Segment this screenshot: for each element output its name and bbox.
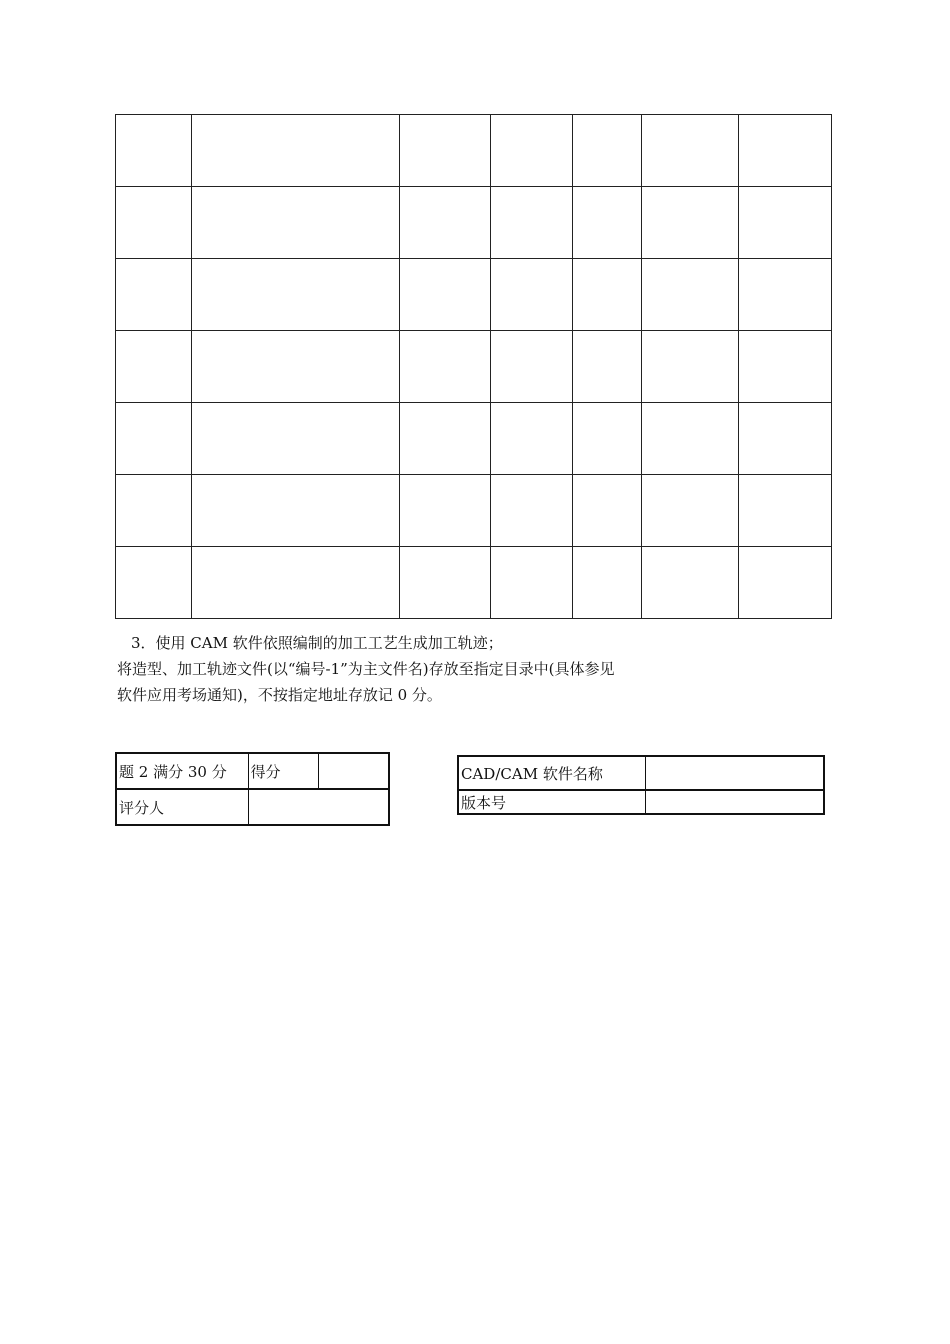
table-cell[interactable] (192, 475, 400, 547)
table-cell[interactable] (491, 475, 573, 547)
table-cell[interactable] (739, 331, 832, 403)
table-cell[interactable] (491, 259, 573, 331)
version-label: 版本号 (458, 790, 645, 814)
grader-value-field[interactable] (248, 789, 389, 825)
instruction-line: 将造型、加工轨迹文件(以“编号-1”为主文件名)存放至指定目录中(具体参见 (117, 660, 615, 678)
table-row (116, 475, 832, 547)
table-cell[interactable] (642, 547, 739, 619)
question-title: 题 2 满分 30 分 (116, 753, 248, 789)
table-cell[interactable] (573, 475, 642, 547)
table-cell[interactable] (116, 403, 192, 475)
table-cell[interactable] (739, 259, 832, 331)
table-cell[interactable] (739, 547, 832, 619)
table-cell[interactable] (192, 115, 400, 187)
table-cell[interactable] (491, 187, 573, 259)
table-cell[interactable] (116, 259, 192, 331)
table-cell[interactable] (400, 331, 491, 403)
table-cell[interactable] (642, 115, 739, 187)
instruction-line: 3．使用 CAM 软件依照编制的加工工艺生成加工轨迹； (131, 634, 503, 652)
table-cell[interactable] (642, 259, 739, 331)
table-cell[interactable] (491, 547, 573, 619)
table-cell[interactable] (192, 187, 400, 259)
table-row (116, 115, 832, 187)
table-cell[interactable] (116, 115, 192, 187)
table-cell[interactable] (573, 259, 642, 331)
table-row (116, 547, 832, 619)
table-cell[interactable] (192, 403, 400, 475)
score-label: 得分 (248, 753, 318, 789)
table-cell[interactable] (739, 475, 832, 547)
table-row (116, 259, 832, 331)
grader-label: 评分人 (116, 789, 248, 825)
cam-software-box (457, 755, 825, 815)
table-cell[interactable] (573, 403, 642, 475)
table-cell[interactable] (573, 187, 642, 259)
table-cell[interactable] (642, 403, 739, 475)
table-cell[interactable] (739, 187, 832, 259)
table-cell[interactable] (573, 547, 642, 619)
table-row (116, 331, 832, 403)
table-cell[interactable] (573, 331, 642, 403)
table-cell[interactable] (642, 331, 739, 403)
table-cell[interactable] (400, 187, 491, 259)
table-cell[interactable] (642, 187, 739, 259)
table-cell[interactable] (116, 547, 192, 619)
score-value-field[interactable] (318, 753, 389, 789)
table-row (116, 403, 832, 475)
table-cell[interactable] (192, 259, 400, 331)
table-row (116, 187, 832, 259)
table-cell[interactable] (400, 475, 491, 547)
table-cell[interactable] (491, 115, 573, 187)
process-table (115, 114, 832, 619)
instructions-block (117, 630, 797, 708)
table-cell[interactable] (739, 115, 832, 187)
software-name-field[interactable] (645, 756, 824, 790)
table-cell[interactable] (116, 331, 192, 403)
table-cell[interactable] (491, 331, 573, 403)
table-cell[interactable] (400, 403, 491, 475)
software-name-label: CAD/CAM 软件名称 (458, 756, 645, 790)
table-cell[interactable] (739, 403, 832, 475)
table-cell[interactable] (400, 259, 491, 331)
table-cell[interactable] (400, 115, 491, 187)
version-field[interactable] (645, 790, 824, 814)
table-cell[interactable] (116, 475, 192, 547)
score-box (115, 752, 390, 826)
table-cell[interactable] (116, 187, 192, 259)
table-cell[interactable] (192, 331, 400, 403)
table-cell[interactable] (192, 547, 400, 619)
table-cell[interactable] (400, 547, 491, 619)
instruction-line: 软件应用考场通知)，不按指定地址存放记 0 分。 (117, 686, 442, 704)
table-cell[interactable] (573, 115, 642, 187)
table-cell[interactable] (642, 475, 739, 547)
table-cell[interactable] (491, 403, 573, 475)
